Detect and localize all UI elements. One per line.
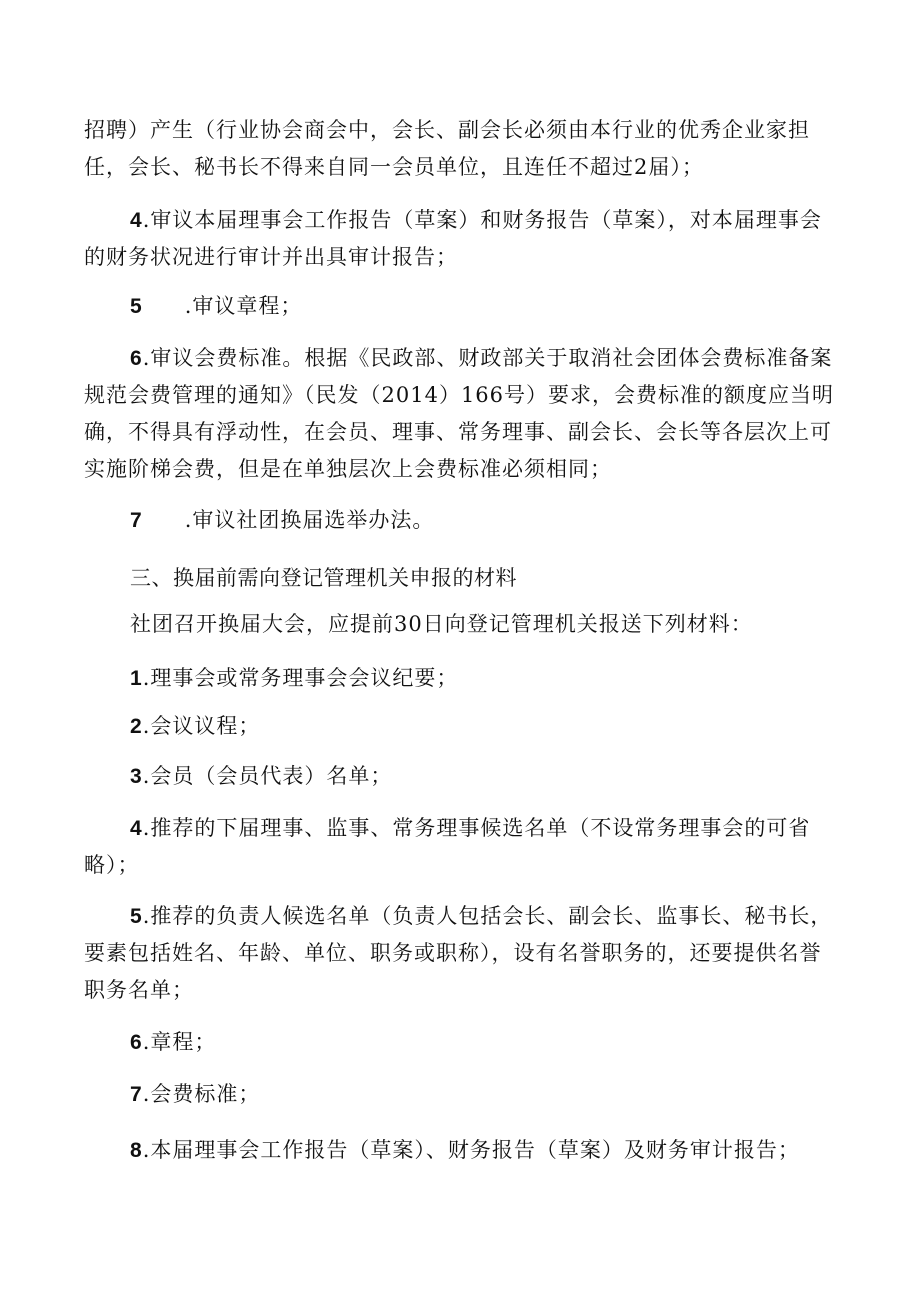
item-text: .审议本届理事会工作报告（草案）和财务报告（草案），对本届理事会的财务状况进行审计并出具审计报告；: [84, 208, 822, 269]
material-item-3: [84, 758, 840, 795]
item-number: 7: [130, 1083, 143, 1106]
material-item-7: [84, 1076, 840, 1113]
material-item-1: [84, 660, 840, 697]
item-text: .会费标准；: [142, 1082, 261, 1106]
item-number: 3: [130, 765, 143, 788]
item-number: 7: [130, 509, 143, 532]
item-number: 5: [130, 905, 143, 928]
material-item-8: [84, 1132, 840, 1169]
item-text: .审议章程；: [184, 294, 303, 318]
item-number: 1: [130, 667, 143, 690]
material-item-6: [84, 1024, 840, 1061]
item-text: .本届理事会工作报告（草案）、财务报告（草案）及财务审计报告；: [142, 1138, 800, 1162]
material-item-2: [84, 708, 840, 745]
item-number: 2: [130, 715, 143, 738]
section-heading: 三、换届前需向登记管理机关申报的材料: [130, 566, 517, 590]
section-intro: 社团召开换届大会，应提前30日向登记管理机关报送下列材料：: [130, 612, 753, 636]
agenda-item-4: [84, 202, 840, 276]
item-text: .推荐的下届理事、监事、常务理事候选名单（不设常务理事会的可省略）；: [84, 816, 811, 877]
item-text: .章程；: [142, 1030, 217, 1054]
item-number: 6: [130, 347, 143, 370]
item-text: .会议议程；: [142, 714, 261, 738]
item-number: 5: [130, 295, 143, 318]
item-number: 4: [130, 817, 143, 840]
item-text: .理事会或常务理事会会议纪要；: [142, 666, 459, 690]
continuation-paragraph: 招聘）产生（行业协会商会中，会长、副会长必须由本行业的优秀企业家担任，会长、秘书长不得来自同一会员单位，且连任不超过2届）；: [84, 118, 810, 179]
item-text: .审议社团换届选举办法。: [184, 508, 435, 532]
item-text: .推荐的负责人候选名单（负责人包括会长、副会长、监事长、秘书长，要素包括姓名、年龄、单位、职务或职称），设有名誉职务的，还要提供名誉职务名单；: [84, 904, 833, 1002]
item-number: 6: [130, 1031, 143, 1054]
material-item-4: [84, 810, 840, 884]
agenda-item-5: [84, 288, 840, 325]
item-text: .会员（会员代表）名单；: [142, 764, 393, 788]
agenda-item-6: [84, 340, 840, 488]
item-number: 4: [130, 209, 143, 232]
agenda-item-7: [84, 502, 840, 539]
item-number: 8: [130, 1139, 143, 1162]
material-item-5: [84, 898, 840, 1009]
item-text: .审议会费标准。根据《民政部、财政部关于取消社会团体会费标准备案规范会费管理的通知》（民发（2014）166号）要求，会费标准的额度应当明确，不得具有浮动性，在会员、理事、常务理事、副会长、会长等各层次上可实施阶梯会费，但是在单独层次上会费标准必须相同；: [84, 346, 835, 481]
